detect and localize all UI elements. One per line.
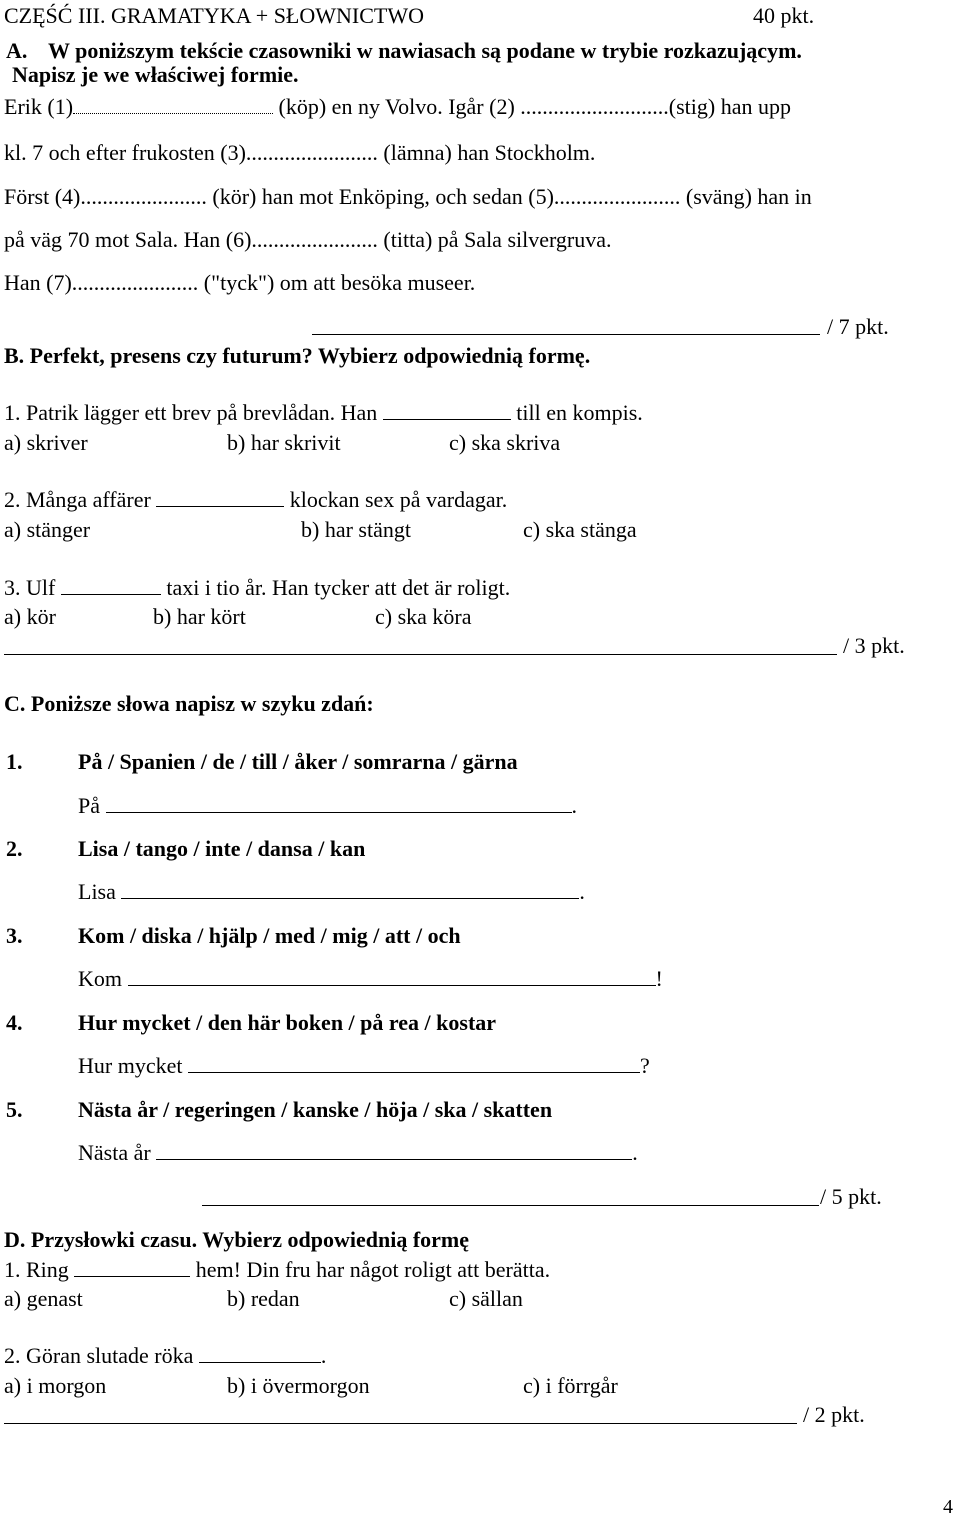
text: Erik (1): [4, 94, 74, 119]
b-question-1: [4, 400, 643, 426]
section-a-instruction: W poniższym tekście czasowniki w nawiasach są podane w trybie rozkazującym.: [48, 38, 802, 63]
end-punct: .: [571, 793, 577, 818]
start-word: Kom: [78, 966, 122, 991]
end-punct: .: [632, 1140, 638, 1165]
b-q3-option-c[interactable]: c) ska köra: [375, 604, 472, 629]
start-word: På: [78, 793, 100, 818]
text: hem! Din fru har något roligt att berätta.: [195, 1257, 551, 1282]
text: 1. Patrik lägger ett brev på brevlådan. Han: [4, 400, 378, 425]
b-q1-option-c[interactable]: c) ska skriva: [449, 430, 561, 455]
score-line[interactable]: [4, 1423, 797, 1424]
d-q1-option-b[interactable]: b) redan: [227, 1286, 300, 1311]
c-item-number: 3.: [6, 923, 23, 948]
end-punct: !: [655, 966, 663, 991]
answer-blank[interactable]: [383, 401, 511, 420]
section-c-title: C. Poniższe słowa napisz w szyku zdań:: [4, 691, 374, 716]
text: till en kompis.: [516, 400, 643, 425]
d-question-1: [4, 1257, 550, 1283]
section-b-score: / 3 pkt.: [843, 633, 905, 658]
b-q2-option-a[interactable]: a) stänger: [4, 517, 91, 542]
page-number: 4: [943, 1496, 953, 1518]
start-word: Lisa: [78, 879, 116, 904]
b-q3-option-b[interactable]: b) har kört: [153, 604, 246, 629]
c-item-number: 1.: [6, 749, 23, 774]
c-item-words: Hur mycket / den här boken / på rea / kostar: [78, 1010, 497, 1035]
c-item-number: 2.: [6, 836, 23, 861]
score-line[interactable]: [312, 334, 820, 335]
section-a-line-5: Han (7)....................... ("tyck") om att besöka museer.: [4, 270, 476, 295]
section-a-line-2: kl. 7 och efter frukosten (3)........................ (lämna) han Stockholm.: [4, 140, 596, 165]
section-a-instruction-2: Napisz je we właściwej formie.: [12, 62, 299, 87]
d-q1-option-a[interactable]: a) genast: [4, 1286, 83, 1311]
text: 2. Göran slutade röka: [4, 1343, 194, 1368]
c-item-number: 5.: [6, 1097, 23, 1122]
section-b-title: B. Perfekt, presens czy futurum? Wybierz odpowiednią formę.: [4, 343, 591, 368]
total-points: 40 pkt.: [753, 3, 815, 28]
d-q2-option-a[interactable]: a) i morgon: [4, 1373, 107, 1398]
c-item-answer: [78, 966, 663, 992]
text: 3. Ulf: [4, 575, 56, 600]
b-q2-option-b[interactable]: b) har stängt: [301, 517, 411, 542]
c-item-answer: [78, 879, 585, 905]
answer-blank[interactable]: [128, 967, 656, 986]
c-item-answer: [78, 1140, 638, 1166]
d-question-2: [4, 1343, 326, 1369]
c-item-words: Lisa / tango / inte / dansa / kan: [78, 836, 366, 861]
text: klockan sex på vardagar.: [289, 487, 508, 512]
section-a-label: A.: [6, 38, 28, 63]
score-line[interactable]: [4, 654, 837, 655]
section-c-score: / 5 pkt.: [820, 1184, 882, 1209]
c-item-answer: [78, 793, 577, 819]
answer-blank[interactable]: [121, 880, 579, 899]
text: 1. Ring: [4, 1257, 69, 1282]
end-punct: .: [579, 879, 585, 904]
blank-1[interactable]: [73, 95, 273, 114]
section-d-score: / 2 pkt.: [803, 1402, 865, 1427]
b-question-3: [4, 575, 510, 601]
c-item-words: Nästa år / regeringen / kanske / höja / ska / skatten: [78, 1097, 553, 1122]
b-q3-option-a[interactable]: a) kör: [4, 604, 56, 629]
answer-blank[interactable]: [61, 576, 161, 595]
b-question-2: [4, 487, 507, 513]
answer-blank[interactable]: [106, 794, 572, 813]
d-q2-option-b[interactable]: b) i övermorgon: [227, 1373, 370, 1398]
answer-blank[interactable]: [156, 1141, 632, 1160]
d-q1-option-c[interactable]: c) sällan: [449, 1286, 523, 1311]
text: (köp) en ny Volvo. Igår (2) ...........................(stig) han upp: [278, 94, 791, 119]
c-item-number: 4.: [6, 1010, 23, 1035]
section-a-line-3: Först (4)....................... (kör) han mot Enköping, och sedan (5)....................... (sväng) han in: [4, 184, 812, 209]
section-a-line-1: [4, 94, 791, 120]
section-d-title: D. Przysłowki czasu. Wybierz odpowiednią formę: [4, 1227, 470, 1252]
answer-blank[interactable]: [199, 1344, 321, 1363]
text: taxi i tio år. Han tycker att det är roligt.: [166, 575, 511, 600]
answer-blank[interactable]: [156, 488, 284, 507]
end-punct: ?: [639, 1053, 650, 1078]
text: 2. Många affärer: [4, 487, 151, 512]
c-item-words: På / Spanien / de / till / åker / somrarna / gärna: [78, 749, 518, 774]
page-title: CZĘŚĆ III. GRAMATYKA + SŁOWNICTWO: [4, 3, 424, 28]
c-item-words: Kom / diska / hjälp / med / mig / att / och: [78, 923, 461, 948]
start-word: Nästa år: [78, 1140, 151, 1165]
text: .: [320, 1343, 327, 1368]
start-word: Hur mycket: [78, 1053, 183, 1078]
answer-blank[interactable]: [188, 1054, 640, 1073]
b-q2-option-c[interactable]: c) ska stänga: [523, 517, 637, 542]
section-a-line-4: på väg 70 mot Sala. Han (6)....................... (titta) på Sala silvergruva.: [4, 227, 612, 252]
b-q1-option-a[interactable]: a) skriver: [4, 430, 88, 455]
answer-blank[interactable]: [74, 1258, 190, 1277]
score-line[interactable]: [202, 1205, 819, 1206]
d-q2-option-c[interactable]: c) i förrgår: [523, 1373, 618, 1398]
c-item-answer: [78, 1053, 650, 1079]
b-q1-option-b[interactable]: b) har skrivit: [227, 430, 341, 455]
section-a-score: / 7 pkt.: [827, 314, 889, 339]
